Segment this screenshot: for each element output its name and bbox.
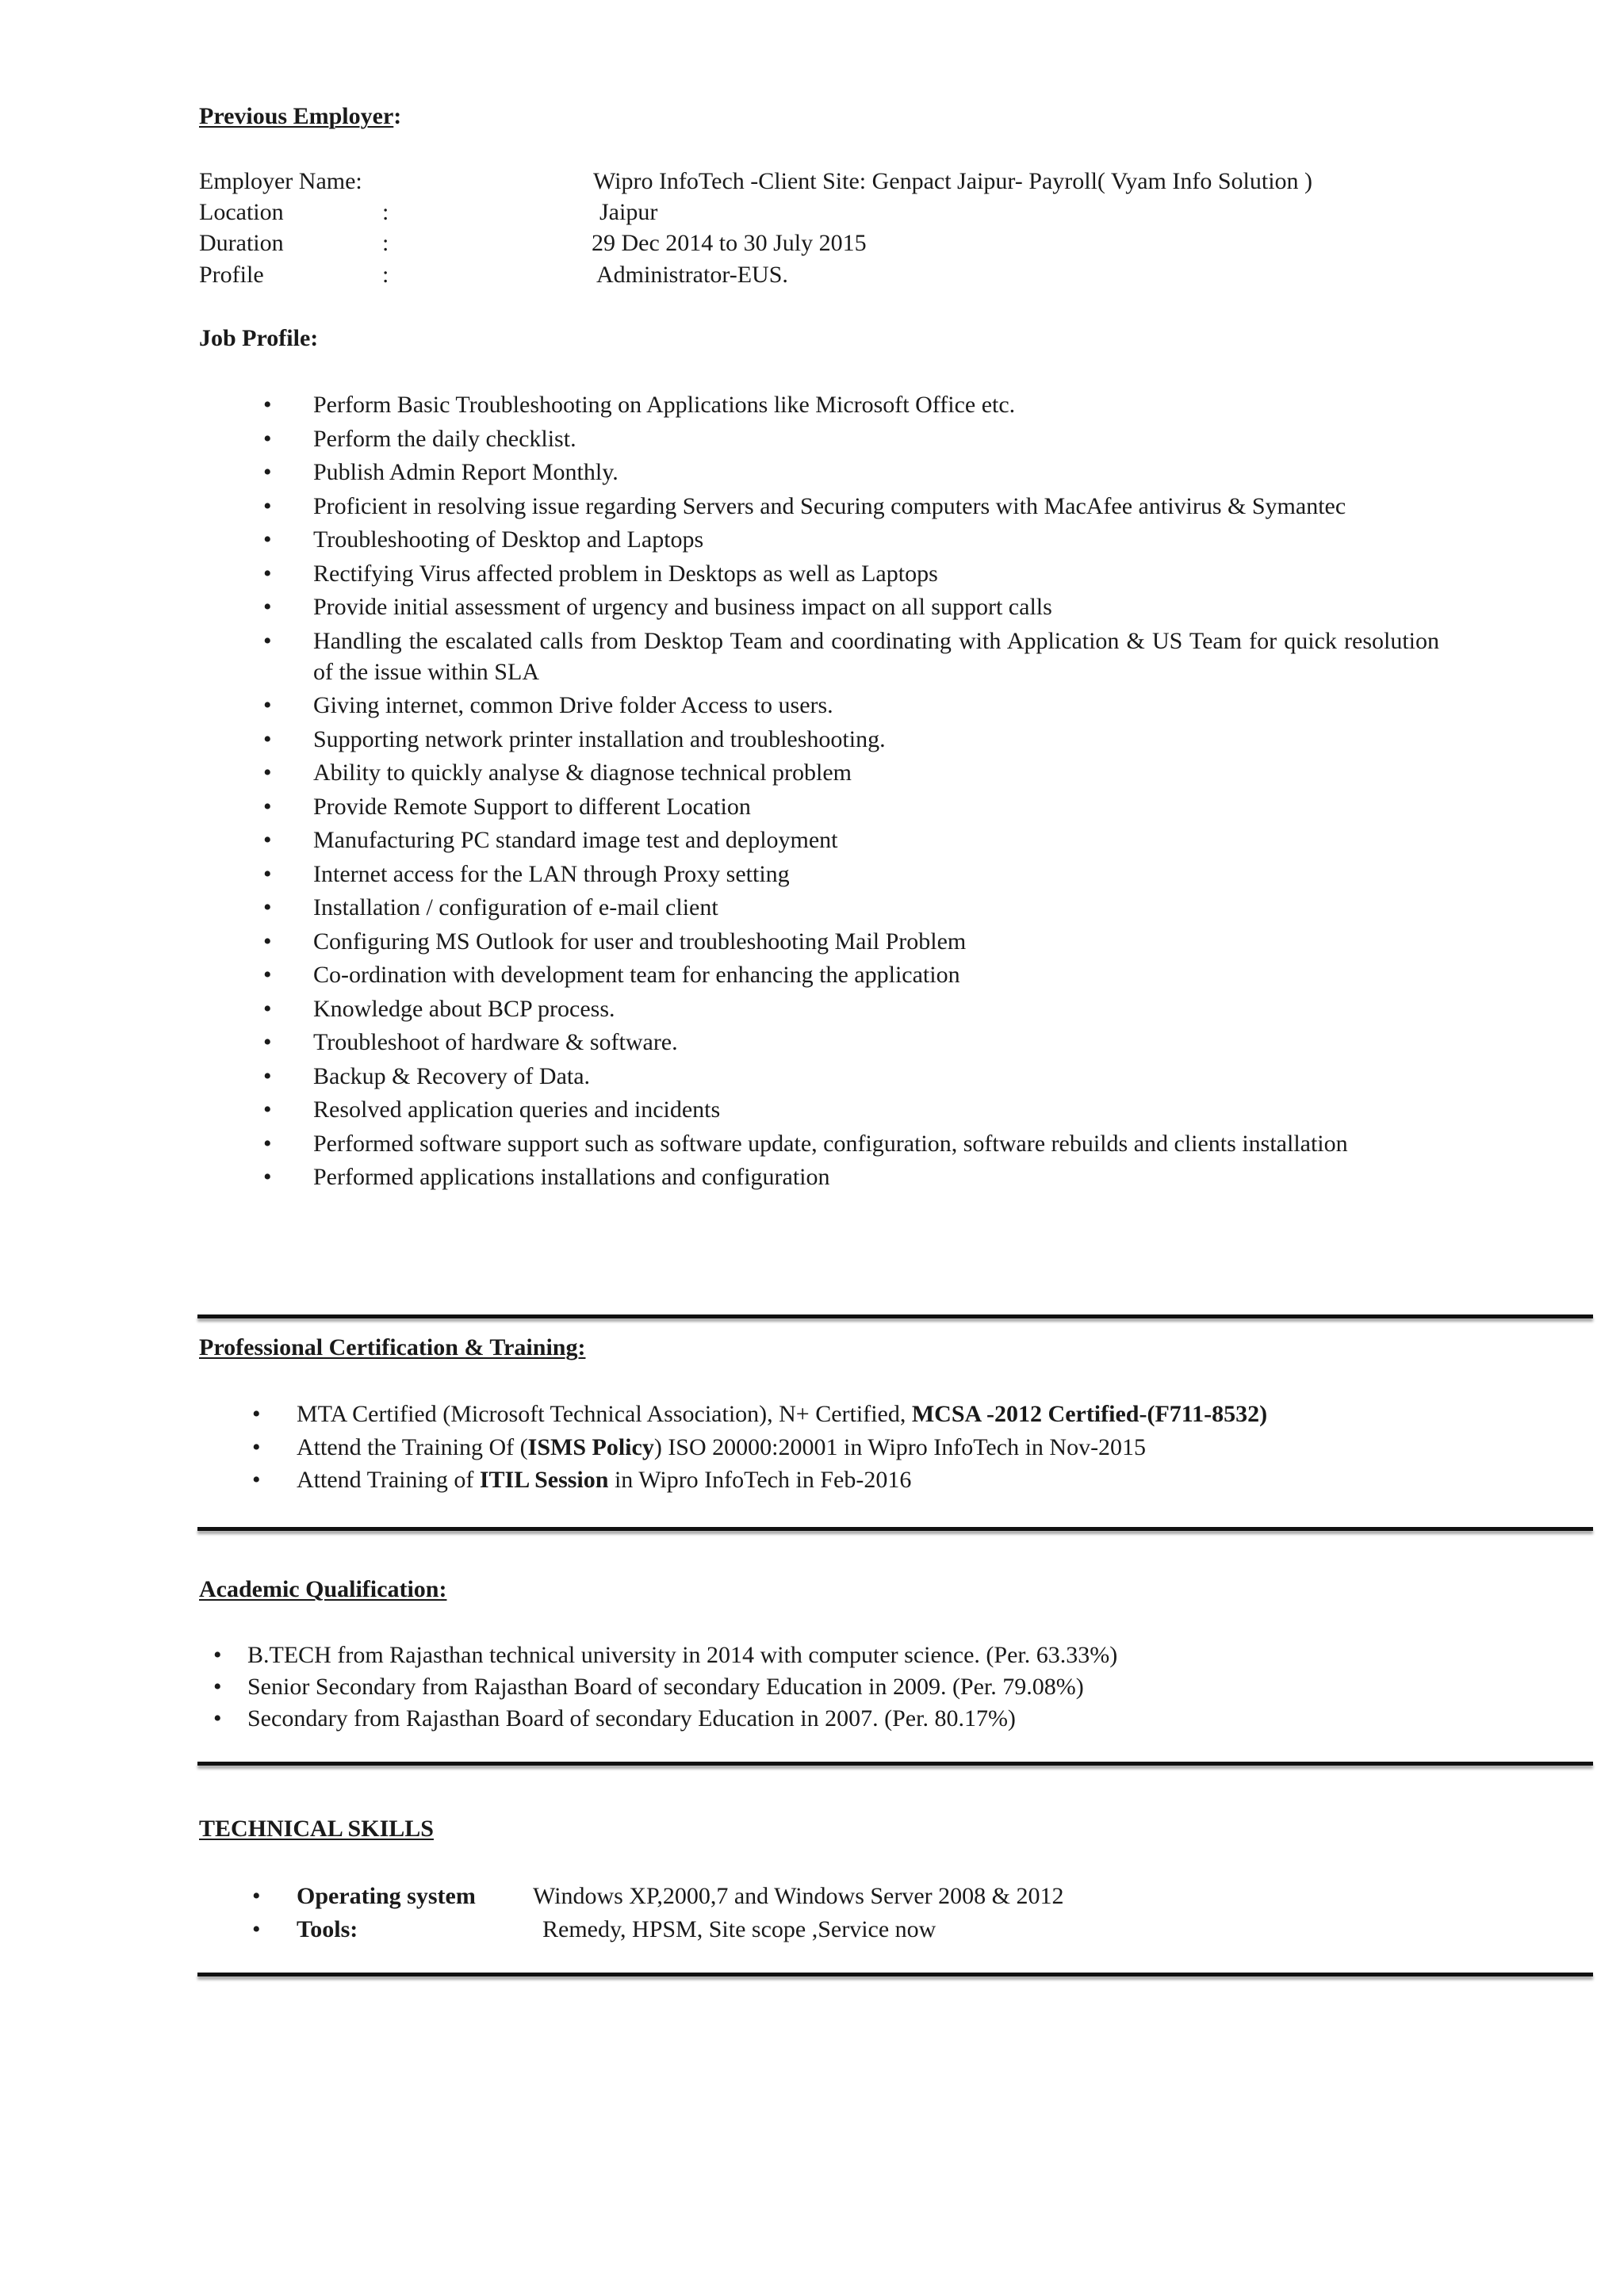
bullet-icon: • [263,1130,272,1157]
job-profile-item [263,1094,1439,1125]
bullet-icon: • [263,928,272,955]
job-profile-item [263,859,1439,890]
bullet-icon: • [263,725,272,752]
bullet-icon: • [263,760,272,786]
technical-skill-value: Windows XP,2000,7 and Windows Server 2008 & 2012 [533,1883,1064,1909]
bullet-icon: • [263,995,272,1022]
certification-item-bold: MCSA -2012 Certified-(F711-8532) [911,1401,1268,1427]
job-profile-item-text: Provide initial assessment of urgency and business impact on all support calls [313,594,1052,620]
profile-value: Administrator-EUS. [596,262,788,288]
bullet-icon: • [252,1467,261,1493]
bullet-icon: • [263,860,272,887]
certification-item-post: ) ISO 20000:20001 in Wipro InfoTech in Nov-2015 [653,1433,1147,1460]
job-profile-item [263,1027,1439,1058]
job-profile-item [263,457,1439,488]
academic-item [213,1640,1624,1670]
job-profile-item [263,724,1439,755]
certification-item [252,1432,1624,1463]
job-profile-item [263,1161,1439,1192]
bullet-icon: • [263,459,272,485]
job-profile-heading: Job Profile: [199,325,319,351]
section-divider [197,1314,1593,1318]
profile-label: Profile [199,262,264,288]
bullet-icon: • [263,692,272,718]
job-profile-item [263,926,1439,957]
job-profile-item [263,825,1439,855]
job-profile-item-text: Configuring MS Outlook for user and troubleshooting Mail Problem [313,928,967,955]
certification-item [252,1399,1624,1429]
bullet-icon: • [263,492,272,519]
bullet-icon: • [263,425,272,452]
job-profile-item-text: Troubleshoot of hardware & software. [313,1029,678,1055]
technical-skill-item [252,1881,1624,1911]
job-profile-item [263,626,1439,687]
academic-heading: Academic Qualification: [199,1576,447,1602]
profile-sep: : [382,262,389,288]
job-profile-item-text: Co-ordination with development team for enhancing the application [313,962,960,988]
bullet-icon: • [252,1883,261,1909]
bullet-icon: • [263,894,272,920]
job-profile-item-text: Internet access for the LAN through Proxy setting [313,860,790,887]
job-profile-item-text: Supporting network printer installation and troubleshooting. [313,725,886,752]
job-profile-item [263,389,1439,420]
job-profile-item [263,690,1439,721]
job-profile-item [263,1128,1439,1159]
technical-skill-item [252,1914,1624,1945]
job-profile-item-text: Installation / configuration of e-mail client [313,894,718,920]
section-divider [197,1527,1593,1531]
previous-employer-heading: Previous Employer: [199,103,402,129]
certification-item-post: in Wipro InfoTech in Feb-2016 [608,1467,912,1493]
job-profile-item-text: Knowledge about BCP process. [313,995,615,1022]
certification-item-bold: ISMS Policy [527,1433,654,1460]
duration-sep: : [382,230,389,256]
job-profile-item-text: Troubleshooting of Desktop and Laptops [313,526,704,553]
bullet-icon: • [263,526,272,553]
academic-list [0,1640,1624,1735]
academic-item-text: Secondary from Rajasthan Board of secondary Education in 2007. (Per. 80.17%) [247,1705,1016,1732]
bullet-icon: • [252,1916,261,1942]
certification-item-pre: Attend the Training Of ( [297,1433,528,1460]
bullet-icon: • [263,1164,272,1190]
academic-item-text: B.TECH from Rajasthan technical university in 2014 with computer science. (Per. 63.33%) [247,1642,1118,1668]
bullet-icon: • [263,560,272,587]
section-divider [197,1973,1593,1976]
location-value: Jaipur [599,199,658,225]
job-profile-item [263,591,1439,622]
duration-value: 29 Dec 2014 to 30 July 2015 [592,230,867,256]
certification-item-pre: MTA Certified (Microsoft Technical Association), N+ Certified, [297,1401,912,1427]
technical-skills-list [0,1881,1624,1947]
bullet-icon: • [263,1062,272,1089]
certification-heading: Professional Certification & Training: [199,1334,586,1360]
job-profile-list [0,389,1624,1196]
bullet-icon: • [263,627,272,654]
technical-skills-heading: TECHNICAL SKILLS [199,1816,434,1842]
job-profile-item [263,791,1439,822]
duration-label: Duration [199,230,284,256]
bullet-icon: • [263,793,272,820]
job-profile-item [263,993,1439,1024]
job-profile-item-text: Performed software support such as software update, configuration, software rebuilds and clients installation [313,1130,1348,1157]
academic-item [213,1703,1624,1734]
job-profile-item-text: Ability to quickly analyse & diagnose technical problem [313,760,852,786]
bullet-icon: • [252,1433,261,1460]
section-divider [197,1762,1593,1766]
job-profile-item [263,959,1439,990]
location-label: Location [199,199,284,225]
technical-skill-label: Operating system [297,1883,476,1909]
academic-item [213,1671,1624,1702]
job-profile-item [263,491,1439,522]
job-profile-item [263,1061,1439,1092]
bullet-icon: • [263,392,272,418]
bullet-icon: • [263,962,272,988]
certification-list [0,1399,1624,1498]
bullet-icon: • [263,1096,272,1123]
certification-item-pre: Attend Training of [297,1467,480,1493]
technical-skill-value: Remedy, HPSM, Site scope ,Service now [542,1916,936,1942]
bullet-icon: • [252,1401,261,1427]
job-profile-item-text: Perform Basic Troubleshooting on Applications like Microsoft Office etc. [313,392,1016,418]
job-profile-item [263,757,1439,788]
job-profile-item [263,524,1439,555]
bullet-icon: • [263,1029,272,1055]
job-profile-item [263,892,1439,923]
certification-item-bold: ITIL Session [479,1467,609,1493]
job-profile-item-text: Proficient in resolving issue regarding Servers and Securing computers with MacAfee antivirus & Symantec [313,492,1346,519]
bullet-icon: • [263,594,272,620]
job-profile-item-text: Perform the daily checklist. [313,425,576,452]
academic-item-text: Senior Secondary from Rajasthan Board of secondary Education in 2009. (Per. 79.08%) [247,1674,1084,1700]
bullet-icon: • [213,1705,222,1732]
job-profile-item [263,558,1439,589]
job-profile-item-text: Giving internet, common Drive folder Access to users. [313,692,833,718]
employer-name-value: Wipro InfoTech -Client Site: Genpact Jaipur- Payroll( Vyam Info Solution ) [593,168,1313,194]
job-profile-item-text: Publish Admin Report Monthly. [313,459,619,485]
location-sep: : [382,199,389,225]
employer-name-label: Employer Name: [199,168,362,194]
job-profile-item-text: Performed applications installations and configuration [313,1164,830,1190]
technical-skill-label: Tools: [297,1916,358,1942]
job-profile-item-text: Provide Remote Support to different Location [313,793,751,820]
job-profile-item-text: Rectifying Virus affected problem in Desktops as well as Laptops [313,560,938,587]
job-profile-item [263,423,1439,454]
bullet-icon: • [263,827,272,853]
job-profile-item-text: Handling the escalated calls from Desktop Team and coordinating with Application & US Team for quick resolution of the issue within SLA [313,627,1439,685]
job-profile-item-text: Manufacturing PC standard image test and deployment [313,827,838,853]
bullet-icon: • [213,1674,222,1700]
job-profile-item-text: Resolved application queries and incidents [313,1096,721,1123]
job-profile-item-text: Backup & Recovery of Data. [313,1062,591,1089]
certification-item [252,1464,1624,1495]
bullet-icon: • [213,1642,222,1668]
